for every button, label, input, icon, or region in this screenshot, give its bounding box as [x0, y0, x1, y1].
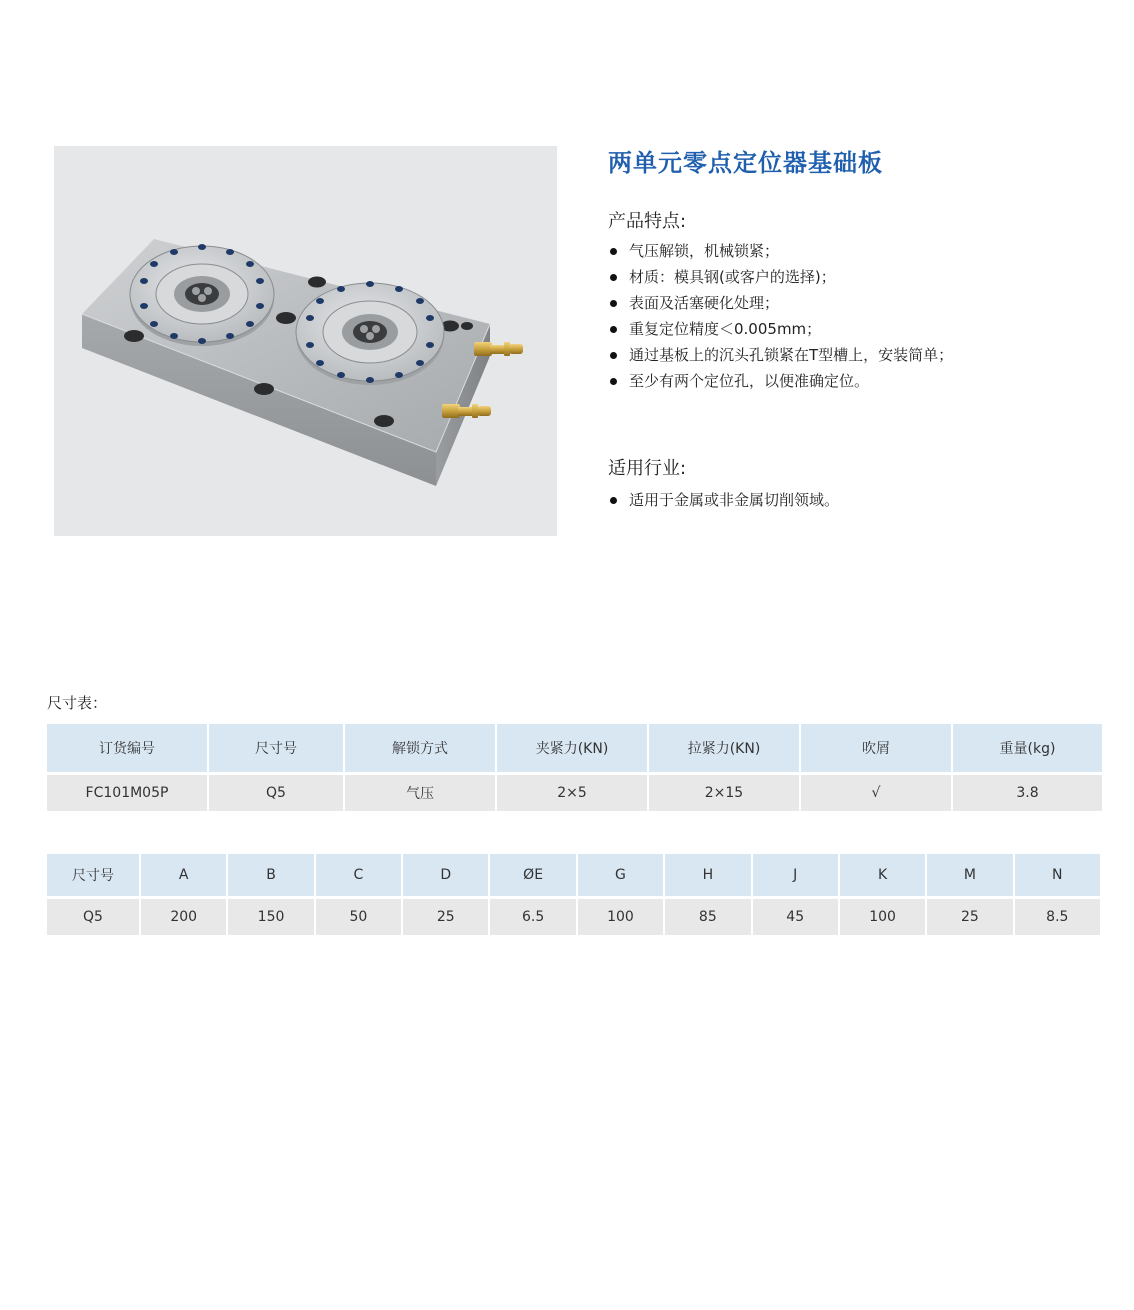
table-cell: 150	[228, 896, 313, 935]
list-item	[608, 266, 953, 292]
table-header-cell: 拉紧力(KN)	[649, 724, 799, 772]
list-item	[608, 344, 953, 370]
table-header-cell: M	[927, 854, 1012, 896]
table-header-cell: C	[316, 854, 401, 896]
table-header-row	[47, 854, 1100, 896]
product-title: 两单元零点定位器基础板	[608, 149, 883, 177]
table-row	[47, 772, 1102, 811]
bullet-icon	[610, 352, 617, 359]
air-fitting-top	[474, 342, 523, 356]
table-header-cell: 尺寸号	[209, 724, 343, 772]
table-cell: 2×5	[497, 772, 647, 811]
table-header-cell: 解锁方式	[345, 724, 495, 772]
bullet-icon	[610, 378, 617, 385]
table-cell: 45	[753, 896, 838, 935]
industry-heading: 适用行业:	[608, 458, 687, 479]
table-header-cell: J	[753, 854, 838, 896]
table-cell: 200	[141, 896, 226, 935]
table-header-cell: 尺寸号	[47, 854, 139, 896]
bullet-icon	[610, 326, 617, 333]
product-image	[54, 146, 557, 536]
table-cell: 100	[578, 896, 663, 935]
table-header-cell: 重量(kg)	[953, 724, 1102, 772]
bullet-icon	[610, 300, 617, 307]
bullet-icon	[610, 497, 617, 504]
bullet-icon	[610, 274, 617, 281]
table-cell: 25	[927, 896, 1012, 935]
right-locator	[296, 281, 444, 385]
industry-list	[608, 489, 839, 515]
industry-text: 适用于金属或非金属切削领域。	[629, 491, 840, 509]
table-header-row	[47, 724, 1102, 772]
table-row	[47, 896, 1100, 935]
table-cell: 气压	[345, 772, 495, 811]
table-cell: 85	[665, 896, 750, 935]
table-header-cell: H	[665, 854, 750, 896]
feature-text: 重复定位精度＜0.005mm；	[629, 320, 822, 338]
table-header-cell: 订货编号	[47, 724, 207, 772]
list-item	[608, 318, 953, 344]
table-cell: 100	[840, 896, 925, 935]
table-cell: Q5	[47, 896, 139, 935]
table-cell: 3.8	[953, 772, 1102, 811]
table-header-cell: B	[228, 854, 313, 896]
order-table	[45, 724, 1104, 811]
left-locator	[130, 244, 274, 346]
features-heading: 产品特点:	[608, 211, 687, 232]
zero-point-base-plate-illustration	[54, 146, 557, 536]
list-item	[608, 292, 953, 318]
bullet-icon	[610, 248, 617, 255]
table-cell: 8.5	[1015, 896, 1100, 935]
table-cell: FC101M05P	[47, 772, 207, 811]
feature-text: 通过基板上的沉头孔锁紧在T型槽上，安装简单；	[629, 346, 954, 364]
table-header-cell: K	[840, 854, 925, 896]
table-cell: Q5	[209, 772, 343, 811]
table-header-cell: N	[1015, 854, 1100, 896]
feature-text: 表面及活塞硬化处理；	[629, 294, 780, 312]
table-cell: √	[801, 772, 951, 811]
table-header-cell: G	[578, 854, 663, 896]
dimensions-label: 尺寸表：	[47, 694, 108, 712]
table-header-cell: 吹屑	[801, 724, 951, 772]
list-item	[608, 240, 953, 266]
table-header-cell: A	[141, 854, 226, 896]
table-header-cell: D	[403, 854, 488, 896]
table-cell: 50	[316, 896, 401, 935]
feature-text: 至少有两个定位孔，以便准确定位。	[629, 372, 870, 390]
dimensions-table	[45, 854, 1102, 935]
feature-text: 材质：模具钢(或客户的选择)；	[629, 268, 836, 286]
table-cell: 2×15	[649, 772, 799, 811]
list-item	[608, 489, 839, 515]
table-cell: 6.5	[490, 896, 575, 935]
table-cell: 25	[403, 896, 488, 935]
list-item	[608, 370, 953, 396]
table-header-cell: 夹紧力(KN)	[497, 724, 647, 772]
features-list	[608, 240, 953, 396]
table-header-cell: ØE	[490, 854, 575, 896]
feature-text: 气压解锁，机械锁紧；	[629, 242, 780, 260]
